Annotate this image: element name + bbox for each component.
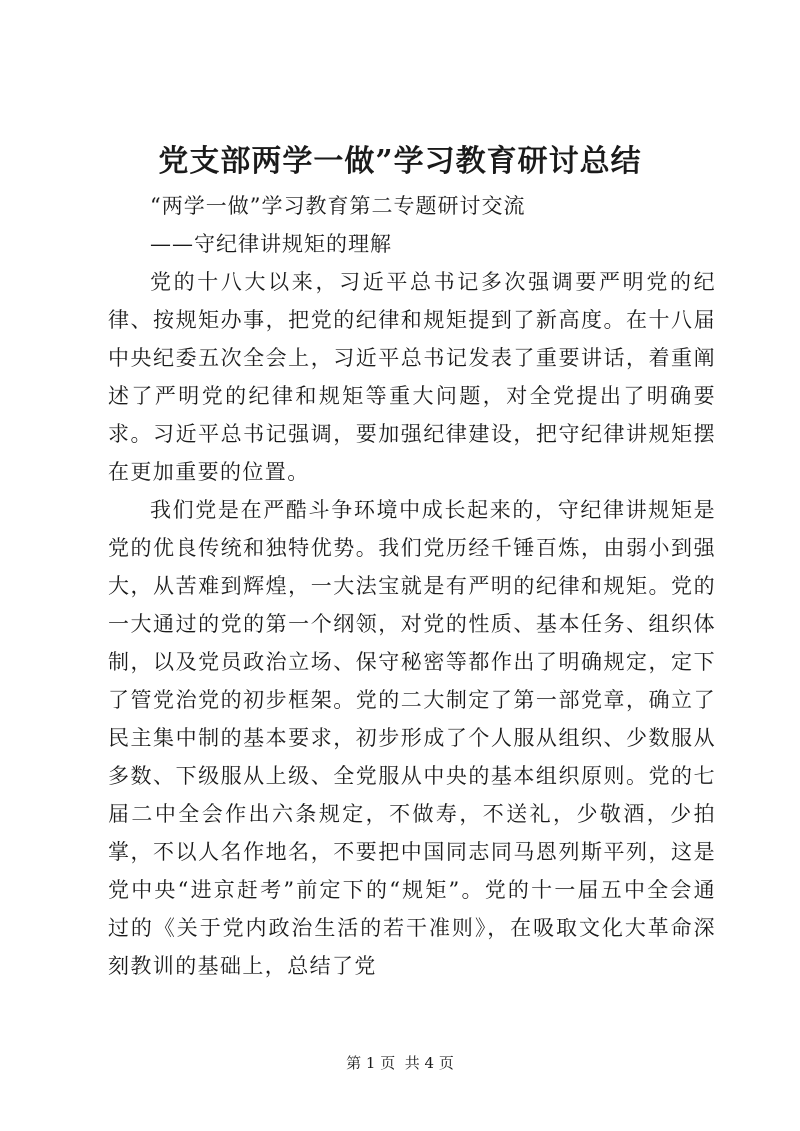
subtitle-topic: “两学一做”学习教育第二专题研讨交流 [150,194,526,218]
page-footer: 第 1 页 共 4 页 [346,1054,454,1072]
document-title: 党支部两学一做”学习教育研讨总结 [158,144,642,179]
subtitle-theme: ——守纪律讲规矩的理解 [150,232,392,256]
paragraph: 我们党是在严酷斗争环境中成长起来的，守纪律讲规矩是党的优良传统和独特优势。我们党历经千锤百炼，由弱小到强大，从苦难到辉煌，一大法宝就是有严明的纪律和规矩。党的一大通过的党的第一个纲领，对党的性质、基本任务、组织体制，以及党员政治立场、保守秘密等都作出了明确规定，定下了管党治党的初步框架。党的二大制定了第一部党章，确立了民主集中制的基本要求，初步形成了个人服从组织、少数服从多数、下级服从上级、全党服从中央的基本组织原则。党的七届二中全会作出六条规定，不做寿，不送礼，少敬酒，少拍掌，不以人名作地名，不要把中国同志同马恩列斯平列，这是党中央“进京赶考”前定下的“规矩”。党的十一届五中全会通过的《关于党内政治生活的若干准则》，在吸取文化大革命深刻教训的基础上，总结了党 [108,498,716,978]
document-body [108,187,716,985]
paragraph: 党的十八大以来，习近平总书记多次强调要严明党的纪律、按规矩办事，把党的纪律和规矩提到了新高度。在十八届中央纪委五次全会上，习近平总书记发表了重要讲话，着重阐述了严明党的纪律和规矩等重大问题，对全党提出了明确要求。习近平总书记强调，要加强纪律建设，把守纪律讲规矩摆在更加重要的位置。 [108,270,716,484]
